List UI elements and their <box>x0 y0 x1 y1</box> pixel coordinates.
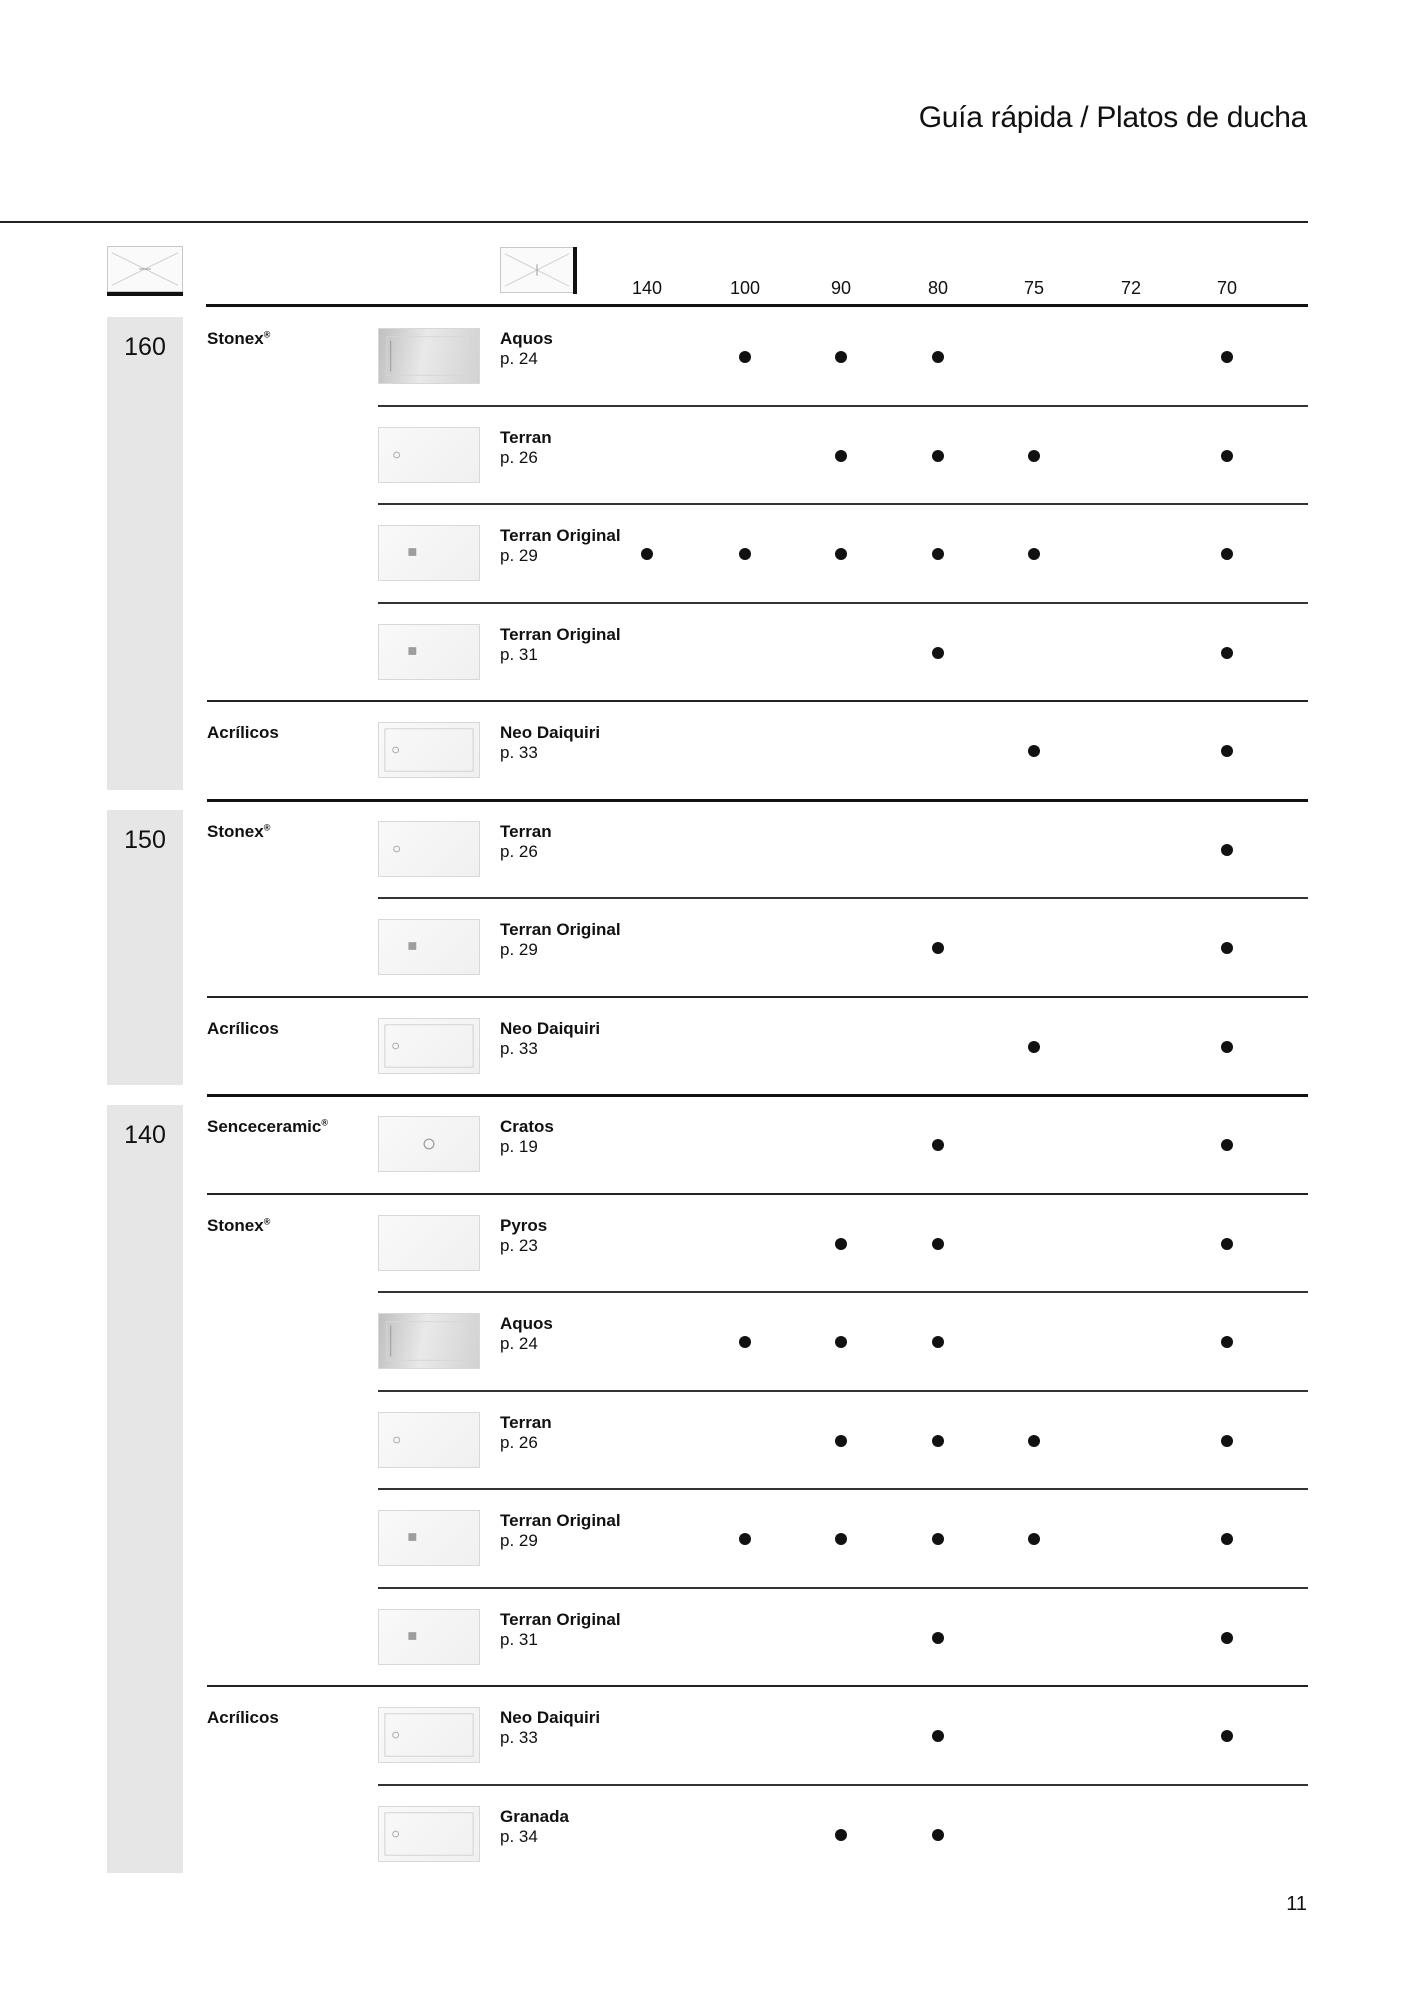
registered-mark: ® <box>321 1117 329 1128</box>
size-label: 160 <box>124 333 166 361</box>
category-label <box>207 1019 279 1039</box>
category-label <box>207 1117 328 1137</box>
corner-drain-icon <box>378 1412 480 1468</box>
availability-dot-70 <box>1221 745 1233 757</box>
round-drain-icon <box>378 1116 480 1172</box>
column-header-90: 90 <box>830 278 852 298</box>
column-header-140: 140 <box>631 278 663 298</box>
availability-dot-75 <box>1028 548 1040 560</box>
category-label <box>207 1708 279 1728</box>
availability-dot-80 <box>932 1238 944 1250</box>
availability-dot-80 <box>932 1533 944 1545</box>
availability-dot-90 <box>835 450 847 462</box>
availability-dot-100 <box>739 548 751 560</box>
row-rule <box>378 602 1308 604</box>
registered-mark: ® <box>263 1215 271 1226</box>
availability-dot-80 <box>932 1336 944 1348</box>
availability-dot-140 <box>641 548 653 560</box>
availability-dot-70 <box>1221 1238 1233 1250</box>
row-rule <box>378 1784 1308 1786</box>
availability-dot-70 <box>1221 1336 1233 1348</box>
column-header-75: 75 <box>1023 278 1045 298</box>
column-header-100: 100 <box>729 278 761 298</box>
availability-dot-70 <box>1221 351 1233 363</box>
product-page: p. 23 <box>500 1235 538 1255</box>
product-name: Terran Original <box>500 526 621 545</box>
row-rule <box>378 503 1308 505</box>
product-name: Terran Original <box>500 1511 621 1530</box>
row-rule <box>378 405 1308 407</box>
availability-dot-70 <box>1221 844 1233 856</box>
availability-dot-80 <box>932 942 944 954</box>
registered-mark: ® <box>263 821 271 832</box>
top-rule <box>0 221 1308 223</box>
center-drain-icon <box>378 1609 480 1665</box>
availability-dot-80 <box>932 548 944 560</box>
size-label: 140 <box>124 1121 166 1149</box>
category-label <box>207 329 270 349</box>
availability-dot-100 <box>739 351 751 363</box>
product-page: p. 29 <box>500 546 538 565</box>
product-name: Terran Original <box>500 920 621 939</box>
category-label <box>207 723 279 743</box>
registered-mark: ® <box>263 329 271 340</box>
availability-dot-90 <box>835 1336 847 1348</box>
availability-dot-80 <box>932 1829 944 1841</box>
availability-dot-70 <box>1221 942 1233 954</box>
category-name: Acrílicos <box>207 1018 279 1038</box>
availability-dot-80 <box>932 1139 944 1151</box>
length-indicator-bar <box>107 292 183 296</box>
availability-dot-70 <box>1221 1041 1233 1053</box>
framed-tray-icon <box>378 1806 480 1862</box>
row-rule <box>378 1587 1308 1589</box>
center-drain-icon <box>378 1510 480 1566</box>
product-page: p. 31 <box>500 644 538 664</box>
availability-dot-80 <box>932 1435 944 1447</box>
availability-dot-75 <box>1028 1435 1040 1447</box>
product-page: p. 26 <box>500 447 538 467</box>
tray-width-icon <box>500 247 574 293</box>
category-rule <box>207 700 1308 702</box>
availability-dot-90 <box>835 1435 847 1447</box>
page-number: 11 <box>1286 1893 1307 1915</box>
product-name: Pyros <box>500 1215 548 1235</box>
center-drain-icon <box>378 919 480 975</box>
plain-tray-icon <box>378 1215 480 1271</box>
size-group-bar <box>107 1105 183 1873</box>
availability-dot-90 <box>835 1829 847 1841</box>
availability-dot-90 <box>835 1533 847 1545</box>
product-name: Neo Daiquiri <box>500 1708 601 1727</box>
availability-dot-80 <box>932 647 944 659</box>
product-name: Aquos <box>500 1314 553 1333</box>
availability-dot-70 <box>1221 548 1233 560</box>
product-name: Terran <box>500 1412 552 1432</box>
tray-length-icon <box>107 246 183 292</box>
size-label: 150 <box>124 825 166 854</box>
row-rule <box>378 1390 1308 1392</box>
product-page: p. 24 <box>500 1334 538 1353</box>
ribbed-icon <box>378 1313 480 1369</box>
size-group-bar <box>107 317 183 790</box>
framed-tray-icon <box>378 722 480 778</box>
product-name: Aquos <box>500 329 553 348</box>
availability-dot-70 <box>1221 1533 1233 1545</box>
availability-dot-75 <box>1028 1533 1040 1545</box>
availability-dot-75 <box>1028 745 1040 757</box>
availability-dot-70 <box>1221 1139 1233 1151</box>
product-name: Cratos <box>500 1117 554 1136</box>
ribbed-icon <box>378 328 480 384</box>
product-page: p. 19 <box>500 1137 538 1156</box>
availability-dot-70 <box>1221 1632 1233 1644</box>
category-name: Senceceramic <box>207 1117 322 1136</box>
category-rule <box>207 1685 1308 1687</box>
product-name: Neo Daiquiri <box>500 723 601 742</box>
category-name: Acrílicos <box>207 723 279 742</box>
product-page: p. 29 <box>500 1531 538 1550</box>
framed-tray-icon <box>378 1018 480 1074</box>
category-rule <box>207 1193 1308 1195</box>
framed-tray-icon <box>378 1707 480 1763</box>
product-name: Terran <box>500 427 552 447</box>
product-name: Granada <box>500 1806 569 1826</box>
product-page: p. 26 <box>500 1432 538 1452</box>
product-page: p. 29 <box>500 940 538 959</box>
availability-dot-80 <box>932 1632 944 1644</box>
category-name: Stonex <box>207 329 264 348</box>
product-page: p. 24 <box>500 349 538 368</box>
availability-dot-70 <box>1221 1435 1233 1447</box>
center-drain-icon <box>378 624 480 680</box>
product-name: Terran Original <box>500 624 621 644</box>
header-rule <box>206 304 1308 307</box>
product-name: Terran <box>500 821 552 841</box>
category-label <box>207 822 270 842</box>
row-rule <box>378 897 1308 899</box>
corner-drain-icon <box>378 427 480 483</box>
availability-dot-75 <box>1028 1041 1040 1053</box>
product-page: p. 33 <box>500 1728 538 1747</box>
column-header-70: 70 <box>1216 278 1238 298</box>
page-title: Guía rápida / Platos de ducha <box>918 101 1307 134</box>
width-indicator-bar <box>573 247 577 294</box>
product-page: p. 33 <box>500 743 538 762</box>
category-rule <box>207 996 1308 998</box>
availability-dot-70 <box>1221 1730 1233 1742</box>
group-rule <box>207 799 1308 802</box>
product-page: p. 31 <box>500 1629 538 1649</box>
category-name: Stonex <box>207 821 264 841</box>
category-label <box>207 1216 270 1236</box>
availability-dot-90 <box>835 548 847 560</box>
availability-dot-100 <box>739 1336 751 1348</box>
center-drain-icon <box>378 525 480 581</box>
availability-dot-80 <box>932 1730 944 1742</box>
availability-dot-90 <box>835 351 847 363</box>
category-name: Acrílicos <box>207 1708 279 1727</box>
column-header-72: 72 <box>1120 278 1142 298</box>
product-name: Neo Daiquiri <box>500 1018 601 1038</box>
row-rule <box>378 1488 1308 1490</box>
product-page: p. 26 <box>500 841 538 861</box>
availability-dot-70 <box>1221 647 1233 659</box>
column-header-80: 80 <box>927 278 949 298</box>
corner-drain-icon <box>378 821 480 877</box>
availability-dot-70 <box>1221 450 1233 462</box>
availability-dot-80 <box>932 351 944 363</box>
product-page: p. 34 <box>500 1826 538 1846</box>
availability-dot-90 <box>835 1238 847 1250</box>
availability-dot-80 <box>932 450 944 462</box>
row-rule <box>378 1291 1308 1293</box>
availability-dot-75 <box>1028 450 1040 462</box>
availability-dot-100 <box>739 1533 751 1545</box>
group-rule <box>207 1094 1308 1097</box>
category-name: Stonex <box>207 1215 264 1235</box>
product-name: Terran Original <box>500 1609 621 1629</box>
product-page: p. 33 <box>500 1038 538 1058</box>
